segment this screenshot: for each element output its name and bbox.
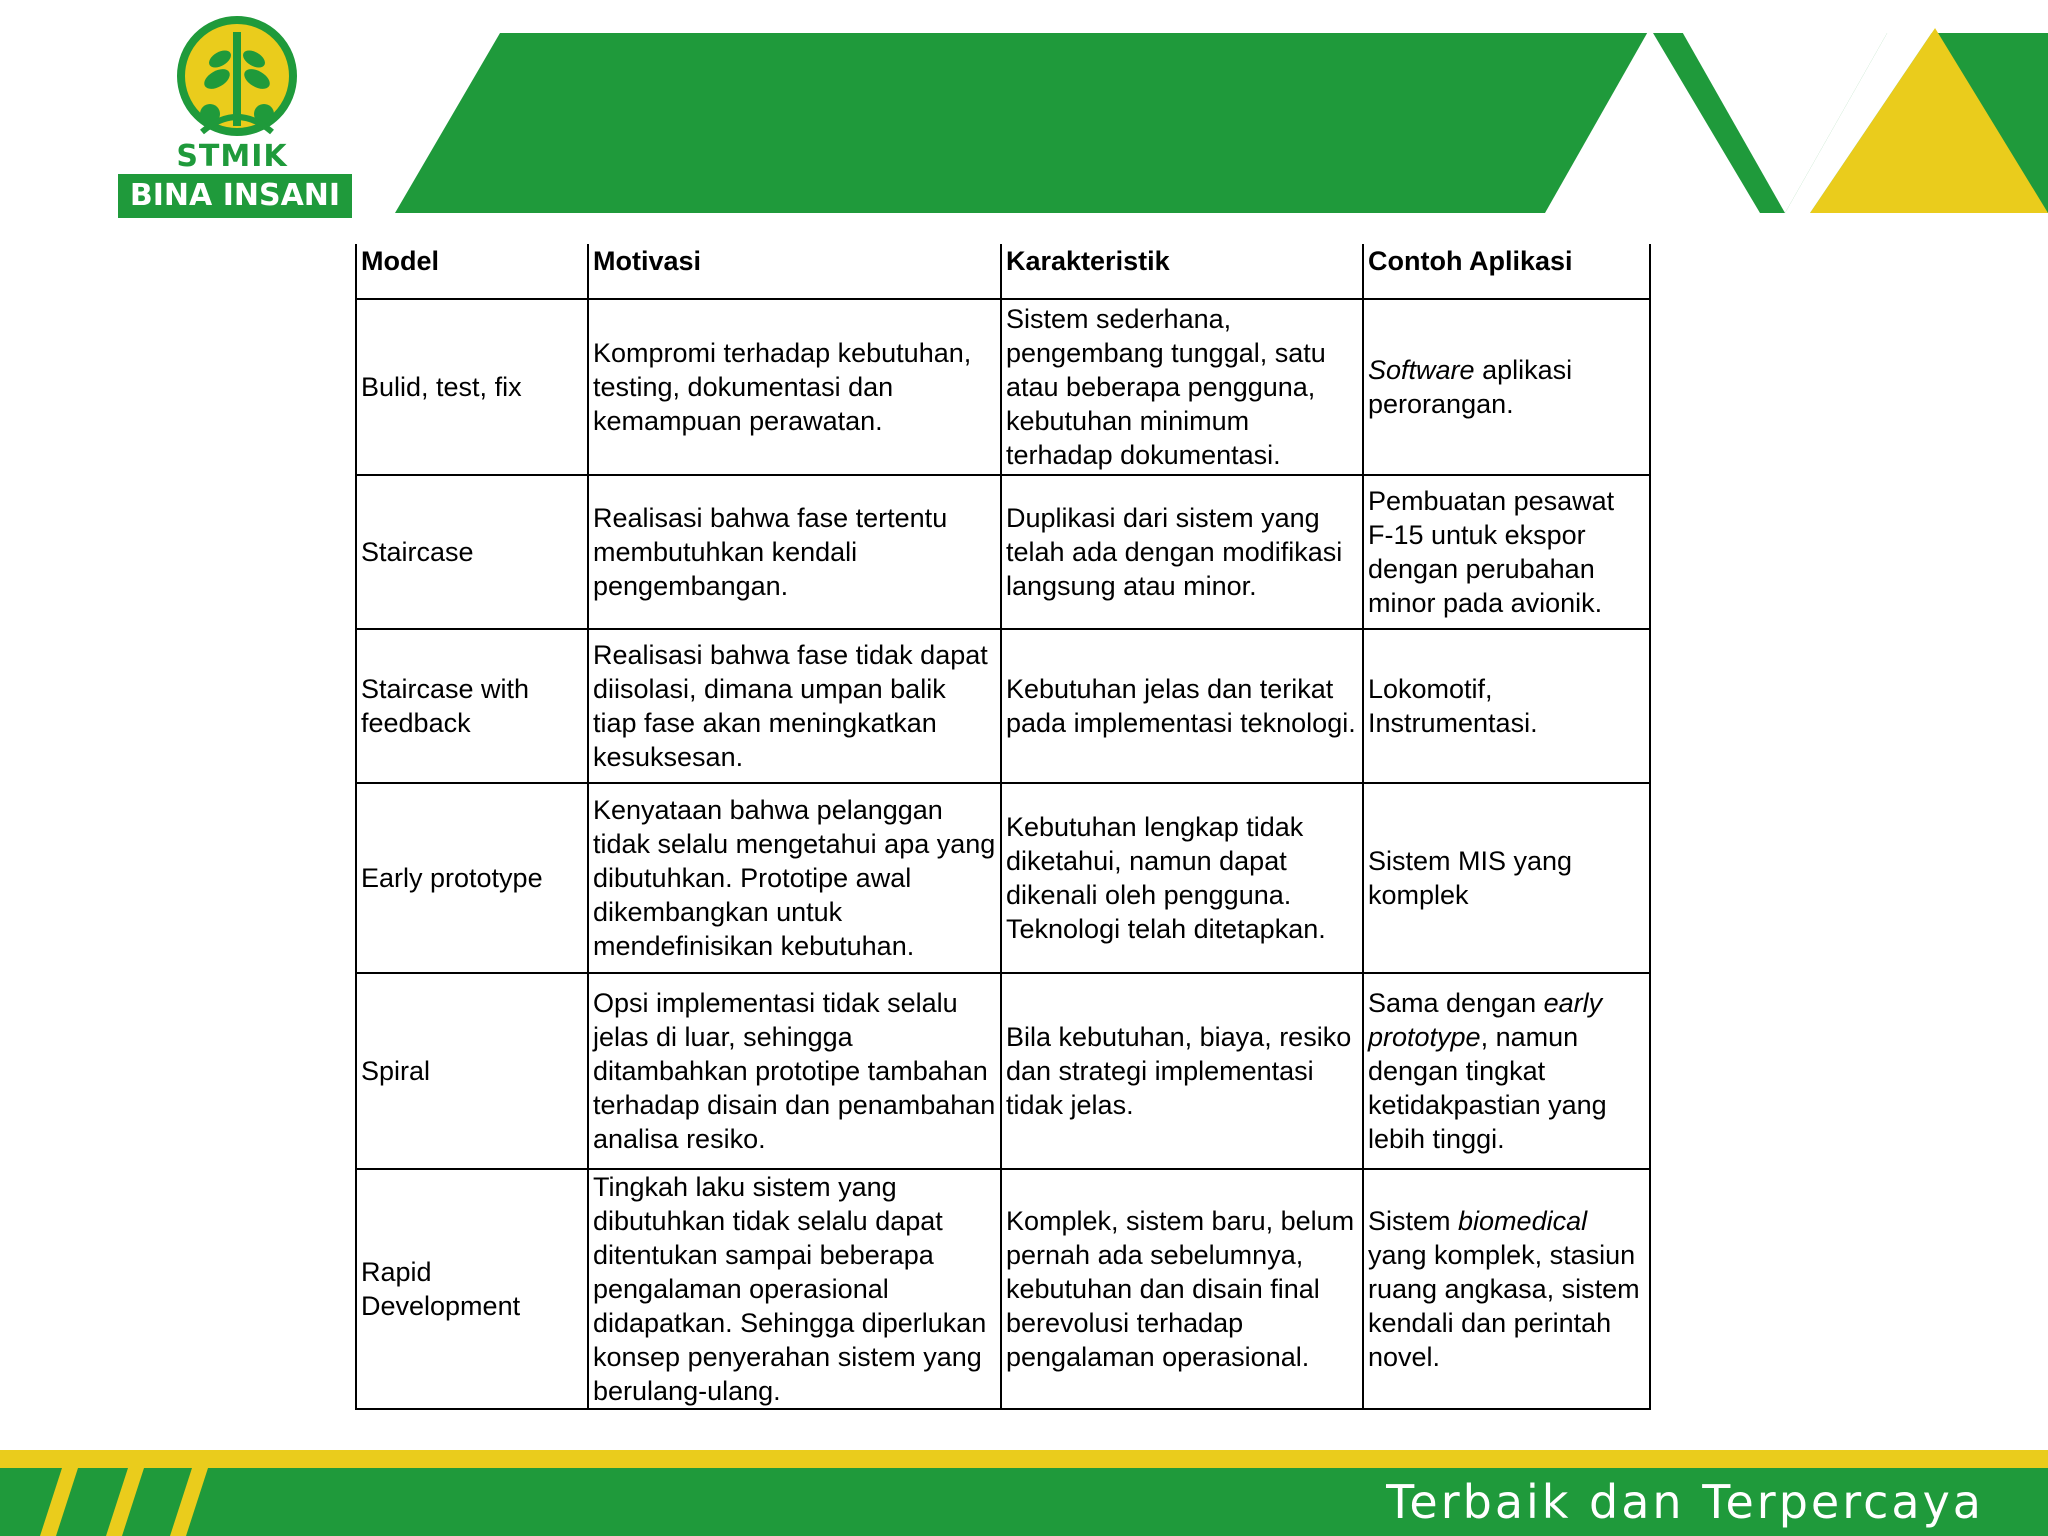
table-header-row	[356, 244, 1650, 299]
model-cell: Bulid, test, fix	[356, 299, 588, 475]
contoh-text: Sama dengan	[1368, 988, 1544, 1018]
karakteristik-cell: Kebutuhan jelas dan terikat pada implementasi teknologi.	[1001, 629, 1363, 783]
table-row	[356, 299, 1650, 475]
contoh-cell: Sistem MIS yang komplek	[1363, 783, 1650, 973]
karakteristik-cell: Kebutuhan lengkap tidak diketahui, namun dapat dikenali oleh pengguna. Teknologi telah ditetapkan.	[1001, 783, 1363, 973]
contoh-text: aplikasi perorangan.	[1368, 355, 1573, 419]
header-motivasi: Motivasi	[588, 244, 1001, 299]
header-model: Model	[356, 244, 588, 299]
model-cell: Spiral	[356, 973, 588, 1169]
table-row	[356, 973, 1650, 1169]
karakteristik-cell: Duplikasi dari sistem yang telah ada dengan modifikasi langsung atau minor.	[1001, 475, 1363, 629]
model-cell: Staircase	[356, 475, 588, 629]
model-cell: Rapid Development	[356, 1169, 588, 1409]
motivasi-cell: Realisasi bahwa fase tertentu membutuhkan kendali pengembangan.	[588, 475, 1001, 629]
karakteristik-cell: Bila kebutuhan, biaya, resiko dan strategi implementasi tidak jelas.	[1001, 973, 1363, 1169]
footer-tagline: Terbaik dan Terpercaya	[1386, 1475, 1984, 1529]
table-row	[356, 475, 1650, 629]
contoh-cell: Pembuatan pesawat F-15 untuk ekspor dengan perubahan minor pada avionik.	[1363, 475, 1650, 629]
contoh-text: Sistem	[1368, 1206, 1459, 1236]
table-row	[356, 783, 1650, 973]
header-contoh-aplikasi: Contoh Aplikasi	[1363, 244, 1650, 299]
logo-text-bina-insani: BINA INSANI	[118, 174, 352, 218]
footer-yellow-stripe	[0, 1450, 2048, 1468]
contoh-italic-text: early prototype	[1368, 988, 1603, 1052]
contoh-italic-text: Software	[1368, 355, 1475, 385]
contoh-text: , namun dengan tingkat ketidakpastian yang lebih tinggi.	[1368, 1022, 1607, 1154]
logo	[112, 14, 368, 220]
logo-emblem-icon	[112, 14, 352, 144]
motivasi-cell: Kompromi terhadap kebutuhan, testing, dokumentasi dan kemampuan perawatan.	[588, 299, 1001, 475]
contoh-italic-text: biomedical	[1458, 1206, 1588, 1236]
karakteristik-cell: Komplek, sistem baru, belum pernah ada sebelumnya, kebutuhan dan disain final berevolusi terhadap pengalaman operasional.	[1001, 1169, 1363, 1409]
model-comparison-table	[355, 244, 1649, 1410]
motivasi-cell: Opsi implementasi tidak selalu jelas di luar, sehingga ditambahkan prototipe tambahan terhadap disain dan penambahan analisa resiko.	[588, 973, 1001, 1169]
table-row	[356, 629, 1650, 783]
header-karakteristik: Karakteristik	[1001, 244, 1363, 299]
contoh-text: yang komplek, stasiun ruang angkasa, sistem kendali dan perintah novel.	[1368, 1240, 1640, 1372]
motivasi-cell: Realisasi bahwa fase tidak dapat diisolasi, dimana umpan balik tiap fase akan meningkatkan kesuksesan.	[588, 629, 1001, 783]
model-cell: Staircase with feedback	[356, 629, 588, 783]
motivasi-cell: Kenyataan bahwa pelanggan tidak selalu mengetahui apa yang dibutuhkan. Prototipe awal dikembangkan untuk mendefinisikan kebutuhan.	[588, 783, 1001, 973]
logo-text-stmik: STMIK	[176, 139, 288, 174]
karakteristik-cell: Sistem sederhana, pengembang tunggal, satu atau beberapa pengguna, kebutuhan minimum terhadap dokumentasi.	[1001, 299, 1363, 475]
contoh-cell: Lokomotif, Instrumentasi.	[1363, 629, 1650, 783]
table-row	[356, 1169, 1650, 1409]
model-cell: Early prototype	[356, 783, 588, 973]
contoh-cell	[1363, 973, 1650, 1169]
contoh-cell	[1363, 299, 1650, 475]
motivasi-cell: Tingkah laku sistem yang dibutuhkan tidak selalu dapat ditentukan sampai beberapa pengalaman operasional didapatkan. Sehingga diperlukan konsep penyerahan sistem yang berulang-ulang.	[588, 1169, 1001, 1409]
contoh-cell	[1363, 1169, 1650, 1409]
